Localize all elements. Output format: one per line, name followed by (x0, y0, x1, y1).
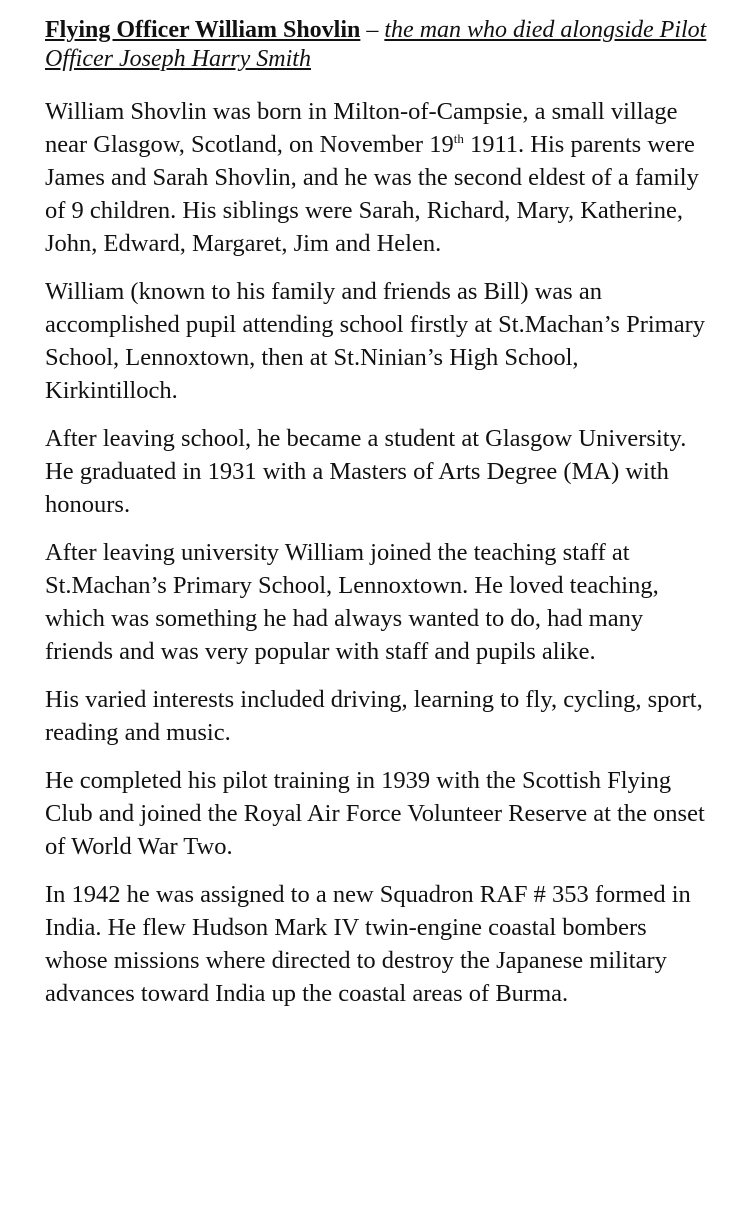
heading-name: Flying Officer William Shovlin (45, 17, 361, 43)
paragraph-schooling: William (known to his family and friends as Bill) was an accomplished pupil attending school firstly at St.Machan’s Primary School, Lennoxtown, then at St.Ninian’s High School, Kirkintilloch. (45, 278, 706, 404)
paragraph-birth-text-b: 1911. His parents were James and Sarah Shovlin, and he was the second eldest of a family of 9 children. His siblings were Sarah, Richard, Mary, Katherine, John, Edward, Margaret, Jim and Helen. (45, 131, 699, 257)
paragraph-university: After leaving school, he became a student at Glasgow University. He graduated in 1931 with a Masters of Arts Degree (MA) with honours. (45, 425, 687, 518)
heading-subtitle: the man who died alongside Pilot Officer Joseph Harry Smith (45, 17, 707, 72)
ordinal-suffix: th (453, 130, 464, 146)
paragraph-birth-text-a: William Shovlin was born in Milton-of-Campsie, a small village near Glasgow, Scotland, on November 19 (45, 98, 678, 158)
paragraph-squadron: In 1942 he was assigned to a new Squadron RAF # 353 formed in India. He flew Hudson Mark IV twin-engine coastal bombers whose missions where directed to destroy the Japanese military advances toward India up the coastal areas of Burma. (45, 881, 691, 1007)
document-heading (45, 16, 715, 74)
paragraph-interests: His varied interests included driving, learning to fly, cycling, sport, reading and music. (45, 686, 703, 746)
paragraph-pilot-training: He completed his pilot training in 1939 with the Scottish Flying Club and joined the Royal Air Force Volunteer Reserve at the onset of World War Two. (45, 767, 705, 860)
heading-dash: – (360, 17, 385, 43)
paragraph-birth (45, 95, 715, 260)
document-page (45, 16, 715, 1025)
paragraph-teaching: After leaving university William joined the teaching staff at St.Machan’s Primary School, Lennoxtown. He loved teaching, which was something he had always wanted to do, had many friends and was very popular with staff and pupils alike. (45, 539, 659, 665)
